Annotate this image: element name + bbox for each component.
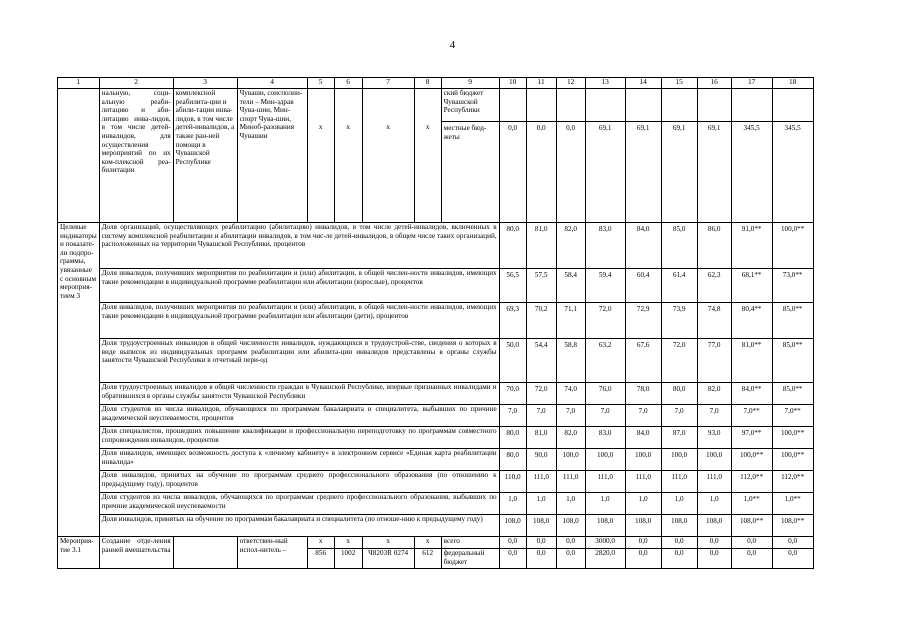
column-number-cell: 10 [499, 78, 526, 89]
value-cell: 0,0 [625, 537, 661, 549]
indicator-value-cell: 100,0 [556, 449, 585, 471]
indicator-value-cell: 56,5 [499, 269, 526, 303]
value-cell [697, 89, 731, 223]
indicator-value-cell: 1,0 [526, 493, 556, 515]
value: 69,1 [662, 121, 697, 133]
indicator-value-cell: 100,0** [772, 449, 813, 471]
indicator-value-cell: 100,0 [697, 449, 731, 471]
value-cell: 0,0 [625, 549, 661, 569]
code-value: x [318, 123, 323, 131]
code-cell: 1002 [334, 549, 362, 569]
measure-row [58, 537, 814, 549]
indicator-value-cell: 58,4 [556, 269, 585, 303]
indicator-value-cell: 108,0 [697, 515, 731, 537]
value-cell: 0,0 [661, 549, 697, 569]
indicator-text-cell: Доля студентов из числа инвалидов, обучающихся по программам бакалавриата и специалитета, выбывших по причине академической неуспеваемости, процентов [99, 405, 499, 427]
code-cell: 856 [307, 549, 334, 569]
indicator-value-cell: 83,0 [585, 427, 625, 449]
indicator-value-cell: 100,0 [661, 449, 697, 471]
indicator-value-cell: 81,0 [526, 427, 556, 449]
code-cell: 612 [414, 549, 441, 569]
indicator-text-cell: Доля организаций, осуществляющих реабилитацию (абилитацию) инвалидов, в том числе детей-инвалидов, включенных в систему комплексной реабилитации и абилитации инвалидов, в том чис-ле детей-инвалидов, в общем числе таких организаций, расположенных на территории Чувашской Республики, процентов [99, 223, 499, 269]
indicator-value-cell: 72,0 [526, 383, 556, 405]
value-cell [585, 89, 625, 223]
code-cell [362, 89, 414, 223]
indicator-value-cell: 68,1** [731, 269, 772, 303]
code-cell: x [414, 537, 441, 549]
indicator-value-cell: 90,0 [526, 449, 556, 471]
funding-source-cell: федеральный бюджет [441, 549, 499, 569]
value-cell [556, 89, 585, 223]
funding-source-cell: всего [441, 537, 499, 549]
indicator-value-cell: 70,0 [499, 383, 526, 405]
value-cell [772, 89, 813, 223]
indicator-value-cell: 82,0 [697, 383, 731, 405]
indicator-row [58, 493, 814, 515]
indicator-value-cell: 112,0** [772, 471, 813, 493]
indicator-value-cell: 80,0 [499, 449, 526, 471]
indicator-value-cell: 85,0** [772, 339, 813, 383]
indicator-value-cell: 7,0 [697, 405, 731, 427]
indicator-value-cell: 85,0** [772, 303, 813, 339]
indicator-value-cell: 54,4 [526, 339, 556, 383]
indicator-row [58, 223, 814, 269]
indicator-value-cell: 77,0 [697, 339, 731, 383]
executor-cell: Чуваши, соисполни-тели – Мин-здрав Чува-шии, Мин-спорт Чува-шии, Миноб-разования Чувашии [237, 89, 307, 223]
indicator-value-cell: 84,0 [625, 427, 661, 449]
value-cell: 0,0 [499, 549, 526, 569]
column-number-cell: 18 [772, 78, 813, 89]
indicator-value-cell: 80,0 [499, 427, 526, 449]
indicator-text-cell: Доля инвалидов, получивших мероприятия по реабилитации и (или) абилитации, в общей числен-ности инвалидов, имеющих такие рекомендации в индивидуальной программе реабилитации или абилитации (взрослые), процентов [99, 269, 499, 303]
indicator-value-cell: 111,0 [556, 471, 585, 493]
indicator-value-cell: 112,0** [731, 471, 772, 493]
indicator-value-cell: 7,0 [556, 405, 585, 427]
indicator-value-cell: 110,0 [499, 471, 526, 493]
indicator-value-cell: 1,0 [556, 493, 585, 515]
value: 69,1 [698, 121, 731, 133]
code-cell [414, 89, 441, 223]
indicator-value-cell: 111,0 [526, 471, 556, 493]
column-number-cell: 17 [731, 78, 772, 89]
indicator-text-cell: Доля инвалидов, получивших мероприятия по реабилитации и (или) абилитации, в общей числен-ности инвалидов, имеющих такие рекомендации в индивидуальной программе реабилитации или абилитации (дети), процентов [99, 303, 499, 339]
column-number-cell: 2 [99, 78, 173, 89]
column-number-row [58, 78, 814, 89]
value-cell: 3000,0 [585, 537, 625, 549]
column-number-cell: 13 [585, 78, 625, 89]
indicator-value-cell: 1,0 [585, 493, 625, 515]
indicator-value-cell: 57,5 [526, 269, 556, 303]
indicator-row [58, 269, 814, 303]
indicator-value-cell: 108,0** [731, 515, 772, 537]
indicator-value-cell: 93,0 [697, 427, 731, 449]
indicator-value-cell: 1,0 [625, 493, 661, 515]
value: 69,1 [586, 121, 625, 133]
indicator-value-cell: 63,2 [585, 339, 625, 383]
indicator-value-cell: 84,0** [731, 383, 772, 405]
indicator-value-cell: 100,0 [625, 449, 661, 471]
measure-name-cell: нальную, соци-альную реаби-литацию и аби-литацию инва-лидов, в том числе детей-инвалидов, для осуществления мероприятий по их ком-плексной реа-билитации [99, 89, 173, 223]
column-number-cell: 1 [58, 78, 100, 89]
value-cell: 0,0 [661, 537, 697, 549]
indicator-value-cell: 1,0 [697, 493, 731, 515]
value-cell: 0,0 [772, 537, 813, 549]
column-number-cell: 6 [334, 78, 362, 89]
indicator-value-cell: 84,0 [625, 223, 661, 269]
code-cell [307, 89, 334, 223]
code-value: x [346, 123, 350, 131]
column-number-cell: 7 [362, 78, 414, 89]
indicator-value-cell: 87,0 [661, 427, 697, 449]
indicator-value-cell: 108,0 [556, 515, 585, 537]
value-cell [731, 89, 772, 223]
value-cell: 0,0 [499, 537, 526, 549]
indicator-value-cell: 100,0** [731, 449, 772, 471]
indicator-value-cell: 70,2 [526, 303, 556, 339]
indicator-text-cell: Доля инвалидов, принятых на обучение по программам среднего профессионального образования (по отношению к предыдущему году), процентов [99, 471, 499, 493]
indicator-value-cell: 81,0** [731, 339, 772, 383]
indicator-value-cell: 111,0 [697, 471, 731, 493]
indicator-value-cell: 72,9 [625, 303, 661, 339]
indicator-value-cell: 85,0** [772, 383, 813, 405]
code-cell: x [307, 537, 334, 549]
indicator-value-cell: 7,0 [625, 405, 661, 427]
indicator-value-cell: 7,0 [526, 405, 556, 427]
indicator-value-cell: 108,0 [499, 515, 526, 537]
executor-cell: ответствен-ный испол-нитель – [237, 537, 307, 569]
indicator-value-cell: 100,0** [772, 427, 813, 449]
value-cell: 0,0 [526, 549, 556, 569]
indicator-value-cell: 1,0** [731, 493, 772, 515]
indicator-value-cell: 7,0** [731, 405, 772, 427]
value: 345,5 [732, 121, 772, 133]
indicator-value-cell: 108,0** [772, 515, 813, 537]
indicator-text-cell: Доля трудоустроенных инвалидов в общей численности граждан в Чувашской Республике, впервые признанных инвалидами и обратившихся в органы службы занятости Чувашской Республики [99, 383, 499, 405]
column-number-cell: 8 [414, 78, 441, 89]
indicator-row [58, 427, 814, 449]
value-cell: 0,0 [556, 537, 585, 549]
indicator-value-cell: 76,0 [585, 383, 625, 405]
indicator-value-cell: 91,0** [731, 223, 772, 269]
indicator-value-cell: 71,1 [556, 303, 585, 339]
indicator-value-cell: 59,4 [585, 269, 625, 303]
indicator-value-cell: 111,0 [661, 471, 697, 493]
indicator-value-cell: 72,0 [661, 339, 697, 383]
indicator-text-cell: Доля студентов из числа инвалидов, обучающихся по программам среднего профессионального образования, выбывших по причине академической неуспеваемости [99, 493, 499, 515]
indicator-value-cell: 60,4 [625, 269, 661, 303]
value: 0,0 [557, 121, 585, 133]
indicator-value-cell: 72,0 [585, 303, 625, 339]
column-number-cell: 11 [526, 78, 556, 89]
indicator-text-cell: Доля инвалидов, принятых на обучение по программам бакалавриата и специалитета (по отноше-нию к предыдущему году) [99, 515, 499, 537]
indicator-row [58, 405, 814, 427]
code-value: x [425, 123, 430, 131]
indicator-value-cell: 100,0** [772, 223, 813, 269]
indicator-value-cell: 7,0 [661, 405, 697, 427]
table-row [58, 89, 814, 223]
indicator-value-cell: 108,0 [585, 515, 625, 537]
indicator-value-cell: 73,9 [661, 303, 697, 339]
funding-source-cell [441, 89, 499, 223]
empty-cell [58, 89, 100, 223]
indicator-value-cell: 73,0** [772, 269, 813, 303]
code-cell: x [334, 537, 362, 549]
indicator-value-cell: 80,0 [661, 383, 697, 405]
indicator-value-cell: 7,0 [585, 405, 625, 427]
value-cell: 0,0 [697, 549, 731, 569]
program-cell [173, 537, 237, 569]
indicator-value-cell: 108,0 [625, 515, 661, 537]
code-value: x [386, 123, 390, 131]
value-cell: 0,0 [731, 549, 772, 569]
value-cell [526, 89, 556, 223]
indicator-text-cell: Доля трудоустроенных инвалидов в общей численности инвалидов, нуждающихся в трудоустрой-стве, сведения о которых в виде выписок из индивидуальных программ реабилитации или абилита-ции инвалидов представлены в органы службы занятости Чувашской Республики в отчетный пери-од [99, 339, 499, 383]
column-number-cell: 5 [307, 78, 334, 89]
indicator-value-cell: 1,0** [772, 493, 813, 515]
indicator-row [58, 515, 814, 537]
indicator-row [58, 471, 814, 493]
column-number-cell: 14 [625, 78, 661, 89]
page-number: 4 [449, 39, 456, 51]
indicator-row [58, 339, 814, 383]
column-number-cell: 9 [441, 78, 499, 89]
value-cell [625, 89, 661, 223]
indicator-value-cell: 78,0 [625, 383, 661, 405]
value: 69,1 [626, 121, 661, 133]
indicator-value-cell: 111,0 [625, 471, 661, 493]
measure-name-cell: Создание отде-ления ранней вмешательства [99, 537, 173, 569]
indicator-value-cell: 7,0** [772, 405, 813, 427]
indicator-value-cell: 50,0 [499, 339, 526, 383]
indicator-value-cell: 82,0 [556, 223, 585, 269]
column-number-cell: 4 [237, 78, 307, 89]
indicator-value-cell: 81,0 [526, 223, 556, 269]
indicator-value-cell: 61,4 [661, 269, 697, 303]
value-cell: 0,0 [526, 537, 556, 549]
indicator-value-cell: 69,3 [499, 303, 526, 339]
column-number-cell: 3 [173, 78, 237, 89]
value-cell [661, 89, 697, 223]
indicator-row [58, 449, 814, 471]
indicator-text-cell: Доля специалистов, прошедших повышение квалификации и профессиональную переподготовку по программам совместного сопровождения инвалидов, процентов [99, 427, 499, 449]
indicator-value-cell: 1,0 [499, 493, 526, 515]
indicator-value-cell: 74,8 [697, 303, 731, 339]
value: 0,0 [527, 121, 556, 133]
value-cell: 0,0 [697, 537, 731, 549]
indicators-label-cell: Целевые индикаторы и показате-ли подпро-граммы, увязанные с основным мероприя-тием 3 [58, 223, 100, 537]
indicator-value-cell: 80,4** [731, 303, 772, 339]
indicator-row [58, 383, 814, 405]
value: 0,0 [500, 121, 526, 133]
indicator-value-cell: 62,3 [697, 269, 731, 303]
indicator-value-cell: 100,0 [585, 449, 625, 471]
indicator-value-cell: 108,0 [661, 515, 697, 537]
value-cell: 0,0 [772, 549, 813, 569]
indicator-value-cell: 80,0 [499, 223, 526, 269]
program-table [57, 77, 814, 569]
indicator-value-cell: 82,0 [556, 427, 585, 449]
code-cell: Ч8203R 0274 [362, 549, 414, 569]
indicator-value-cell: 67,6 [625, 339, 661, 383]
indicator-value-cell: 111,0 [585, 471, 625, 493]
funding-source-top: ский бюджет Чувашской Республики [443, 89, 484, 115]
value-cell [499, 89, 526, 223]
indicator-value-cell: 1,0 [661, 493, 697, 515]
value: 345,5 [773, 121, 813, 133]
value-cell: 0,0 [556, 549, 585, 569]
indicator-value-cell: 83,0 [585, 223, 625, 269]
indicator-value-cell: 7,0 [499, 405, 526, 427]
column-number-cell: 16 [697, 78, 731, 89]
indicator-value-cell: 108,0 [526, 515, 556, 537]
indicator-value-cell: 74,0 [556, 383, 585, 405]
value-cell: 2820,0 [585, 549, 625, 569]
value-cell: 0,0 [731, 537, 772, 549]
indicator-value-cell: 86,0 [697, 223, 731, 269]
funding-source-local: местные бюд-жеты [442, 121, 499, 141]
column-number-cell: 15 [661, 78, 697, 89]
indicator-value-cell: 97,0** [731, 427, 772, 449]
code-cell [334, 89, 362, 223]
measure-number-cell: Мероприя-тие 3.1 [58, 537, 100, 569]
column-number-cell: 12 [556, 78, 585, 89]
indicator-text-cell: Доля инвалидов, имеющих возможность доступа к «личному кабинету» в электронном сервисе «Единая карта реабилитации инвалида» [99, 449, 499, 471]
program-cell: комплексной реабилита-ции и абили-тации инва-лидов, в том числе детей-инвалидов, а также ран-ней помощи в Чувашской Республике [173, 89, 237, 223]
indicator-row [58, 303, 814, 339]
indicator-value-cell: 85,0 [661, 223, 697, 269]
indicator-value-cell: 58,8 [556, 339, 585, 383]
code-cell: x [362, 537, 414, 549]
